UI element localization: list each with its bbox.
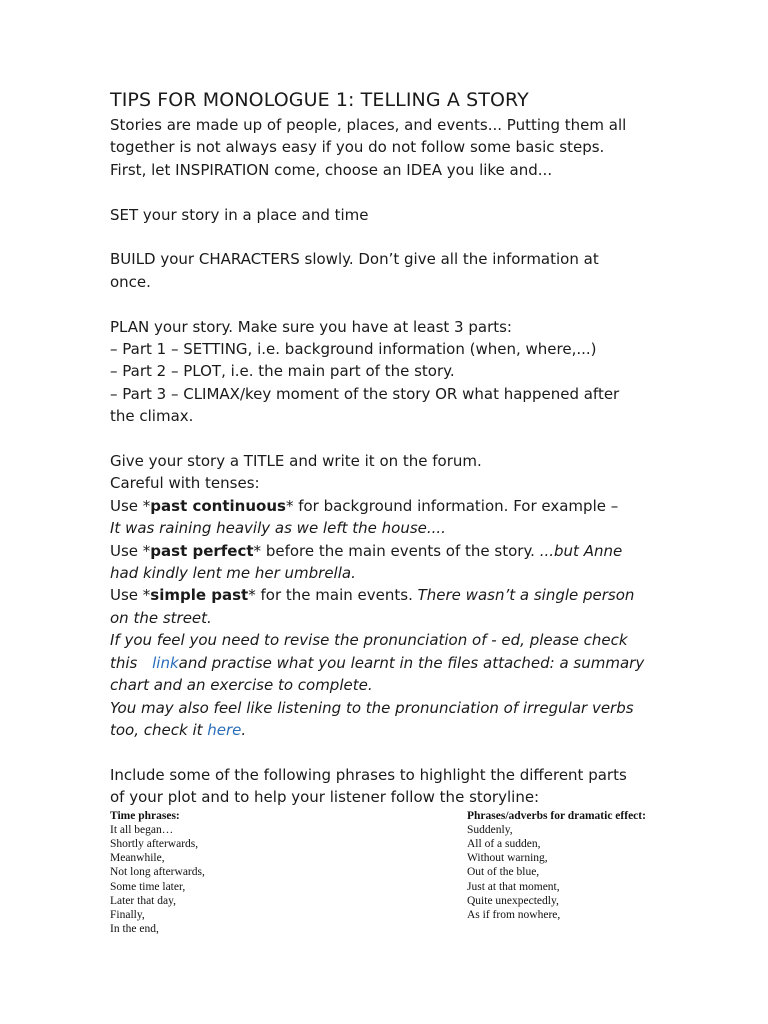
tense-past-perfect-example: had kindly lent me her umbrella. [110,564,356,583]
time-phrase-item: Shortly afterwards, [110,837,199,850]
revise-line-1: If you feel you need to revise the pronunciation of - ed, please check [110,631,628,650]
dramatic-phrases-heading: Phrases/adverbs for dramatic effect: [467,809,646,822]
time-phrase-item: In the end, [110,923,159,936]
build-line-1: BUILD your CHARACTERS slowly. Don’t give all the information at [110,250,599,269]
plan-part-2: – Part 2 – PLOT, i.e. the main part of the story. [110,362,455,381]
dramatic-phrase-item: Just at that moment, [467,880,560,893]
title-forum-line: Give your story a TITLE and write it on the forum. [110,452,482,471]
spacer [110,181,670,203]
irregular-line-2: too, check it here. [110,720,247,739]
tense-past-continuous: Use *past continuous* for background information. For example – [110,496,619,515]
dramatic-phrase-item: Out of the blue, [467,866,540,879]
plan-part-3-cont: the climax. [110,407,194,426]
time-phrase-item: Later that day, [110,894,176,907]
tense-simple-past-example: on the street. [110,608,212,627]
plan-part-1: – Part 1 – SETTING, i.e. background information (when, where,...) [110,340,597,359]
dramatic-phrase-item: Suddenly, [467,823,513,836]
include-line-1: Include some of the following phrases to highlight the different parts [110,765,627,784]
time-phrase-item: It all began… [110,823,174,836]
intro-line-3: First, let INSPIRATION come, choose an IDEA you like and... [110,160,553,179]
document-title: TIPS FOR MONOLOGUE 1: TELLING A STORY [110,89,529,111]
tense-past-perfect: Use *past perfect* before the main events of the story. ...but Anne [110,541,623,560]
careful-line: Careful with tenses: [110,474,260,493]
spacer [110,741,670,763]
intro-line-1: Stories are made up of people, places, and events... Putting them all [110,116,627,134]
plan-part-3: – Part 3 – CLIMAX/key moment of the story OR what happened after [110,384,620,403]
time-phrases-heading: Time phrases: [110,809,180,822]
spacer [110,293,670,315]
dramatic-phrase-item: All of a sudden, [467,837,541,850]
dramatic-phrase-item: Quite unexpectedly, [467,894,559,907]
time-phrase-item: Some time later, [110,880,186,893]
time-phrase-item: Finally, [110,908,145,921]
revise-line-3: chart and an exercise to complete. [110,676,373,695]
spacer [110,428,670,450]
dramatic-phrase-item: Without warning, [467,852,548,865]
intro-line-2: together is not always easy if you do not follow some basic steps. [110,138,605,157]
set-line: SET your story in a place and time [110,205,369,224]
pronunciation-link[interactable]: link [152,653,179,672]
document-page [110,88,670,936]
build-line-2: once. [110,272,151,291]
spacer [110,226,670,248]
tense-simple-past: Use *simple past* for the main events. There wasn’t a single person [110,586,635,605]
tense-past-continuous-example: It was raining heavily as we left the house.... [110,519,446,538]
time-phrase-item: Not long afterwards, [110,866,205,879]
revise-line-2: this linkand practise what you learnt in the files attached: a summary [110,653,645,672]
time-phrase-item: Meanwhile, [110,852,165,865]
time-phrases-column [110,809,430,937]
irregular-line-1: You may also feel like listening to the pronunciation of irregular verbs [110,698,634,717]
irregular-verbs-link[interactable]: here [207,720,242,739]
plan-line-1: PLAN your story. Make sure you have at least 3 parts: [110,317,512,336]
dramatic-phrases-column [467,809,707,923]
include-line-2: of your plot and to help your listener follow the storyline: [110,788,540,807]
dramatic-phrase-item: As if from nowhere, [467,908,561,921]
